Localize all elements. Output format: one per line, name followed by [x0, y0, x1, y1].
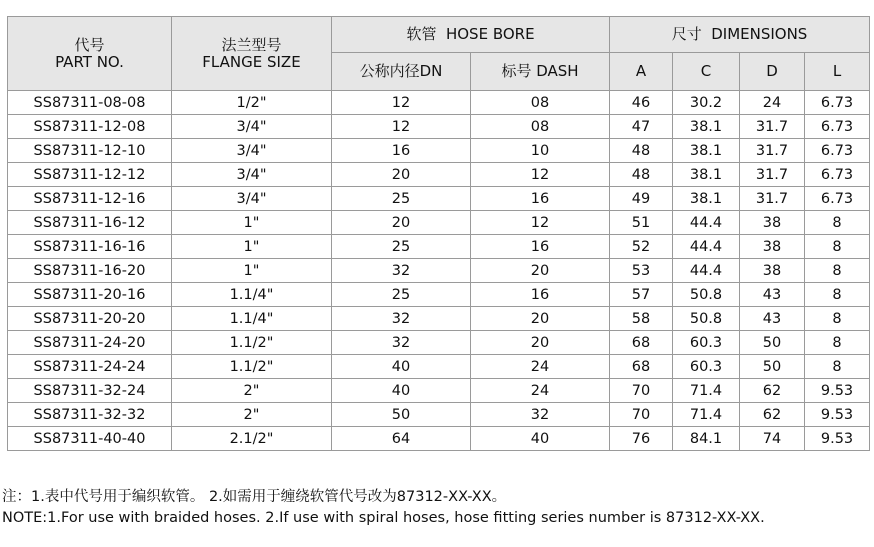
dash-cell: 24 [471, 355, 610, 379]
dim-d-cell: 31.7 [740, 187, 805, 211]
flange-size-header [172, 17, 332, 91]
dn-cell: 20 [332, 163, 471, 187]
dash-cell: 10 [471, 139, 610, 163]
dim-l-cell: 8 [805, 331, 870, 355]
flange-size-cell: 2" [172, 403, 332, 427]
table-body [8, 91, 870, 451]
dim-d-header: D [740, 53, 805, 91]
dim-a-cell: 57 [610, 283, 673, 307]
dn-cell: 40 [332, 355, 471, 379]
dim-a-cell: 58 [610, 307, 673, 331]
table-row [8, 115, 870, 139]
dim-c-cell: 38.1 [673, 187, 740, 211]
dim-d-cell: 38 [740, 211, 805, 235]
dim-c-cell: 38.1 [673, 115, 740, 139]
table-row [8, 283, 870, 307]
spec-table [7, 16, 870, 451]
dim-l-cell: 8 [805, 283, 870, 307]
dim-a-header: A [610, 53, 673, 91]
dash-cell: 20 [471, 331, 610, 355]
dim-l-cell: 8 [805, 259, 870, 283]
part-no-cell: SS87311-12-08 [8, 115, 172, 139]
dn-cell: 32 [332, 331, 471, 355]
table-row [8, 163, 870, 187]
flange-size-cell: 1" [172, 235, 332, 259]
dim-l-cell: 8 [805, 307, 870, 331]
dash-cell: 32 [471, 403, 610, 427]
dim-l-cell: 9.53 [805, 403, 870, 427]
dim-l-cell: 6.73 [805, 115, 870, 139]
table-row [8, 403, 870, 427]
flange-size-cell: 2.1/2" [172, 427, 332, 451]
dim-a-cell: 51 [610, 211, 673, 235]
table-row [8, 187, 870, 211]
dim-l-cell: 6.73 [805, 139, 870, 163]
flange-size-cell: 3/4" [172, 139, 332, 163]
flange-size-header-cn: 法兰型号 [221, 35, 282, 54]
dim-c-header: C [673, 53, 740, 91]
dimensions-header: 尺寸 DIMENSIONS [610, 17, 870, 53]
dash-cell: 40 [471, 427, 610, 451]
dim-l-cell: 9.53 [805, 427, 870, 451]
note-chinese: 注：1.表中代号用于编织软管。 2.如需用于缠绕软管代号改为87312-XX-XX。 [2, 489, 507, 505]
table-row [8, 427, 870, 451]
flange-size-cell: 2" [172, 379, 332, 403]
table-row [8, 355, 870, 379]
dim-a-cell: 48 [610, 163, 673, 187]
part-no-cell: SS87311-40-40 [8, 427, 172, 451]
table-row [8, 331, 870, 355]
flange-size-header-en: FLANGE SIZE [202, 52, 301, 71]
part-no-cell: SS87311-08-08 [8, 91, 172, 115]
dim-c-cell: 38.1 [673, 163, 740, 187]
part-no-cell: SS87311-16-16 [8, 235, 172, 259]
flange-size-cell: 1.1/4" [172, 283, 332, 307]
dash-cell: 20 [471, 259, 610, 283]
dash-cell: 24 [471, 379, 610, 403]
part-no-cell: SS87311-20-16 [8, 283, 172, 307]
dim-d-cell: 24 [740, 91, 805, 115]
part-no-cell: SS87311-12-10 [8, 139, 172, 163]
dim-a-cell: 70 [610, 403, 673, 427]
hose-bore-header: 软管 HOSE BORE [332, 17, 610, 53]
dim-c-cell: 71.4 [673, 379, 740, 403]
dn-cell: 25 [332, 235, 471, 259]
dim-l-cell: 6.73 [805, 163, 870, 187]
table-row [8, 379, 870, 403]
table-row [8, 139, 870, 163]
table-row [8, 235, 870, 259]
dim-a-cell: 52 [610, 235, 673, 259]
dim-l-cell: 8 [805, 355, 870, 379]
dash-cell: 08 [471, 115, 610, 139]
dim-d-cell: 38 [740, 259, 805, 283]
dim-a-cell: 68 [610, 331, 673, 355]
dim-a-cell: 48 [610, 139, 673, 163]
dim-d-cell: 31.7 [740, 139, 805, 163]
dim-c-cell: 38.1 [673, 139, 740, 163]
dim-c-cell: 60.3 [673, 355, 740, 379]
table-row [8, 211, 870, 235]
dim-l-cell: 6.73 [805, 91, 870, 115]
dim-d-cell: 38 [740, 235, 805, 259]
part-no-cell: SS87311-20-20 [8, 307, 172, 331]
table-row [8, 91, 870, 115]
dn-cell: 32 [332, 259, 471, 283]
flange-size-cell: 1.1/2" [172, 355, 332, 379]
flange-size-cell: 1" [172, 259, 332, 283]
flange-size-cell: 1.1/2" [172, 331, 332, 355]
flange-size-cell: 1/2" [172, 91, 332, 115]
dim-d-cell: 62 [740, 403, 805, 427]
dim-c-cell: 71.4 [673, 403, 740, 427]
flange-size-cell: 1.1/4" [172, 307, 332, 331]
dim-l-cell: 9.53 [805, 379, 870, 403]
dim-c-cell: 84.1 [673, 427, 740, 451]
part-no-cell: SS87311-24-20 [8, 331, 172, 355]
part-no-cell: SS87311-12-12 [8, 163, 172, 187]
table-row [8, 259, 870, 283]
dn-cell: 12 [332, 115, 471, 139]
flange-size-cell: 1" [172, 211, 332, 235]
part-no-header-cn: 代号 [74, 35, 105, 54]
flange-size-cell: 3/4" [172, 187, 332, 211]
dim-d-cell: 31.7 [740, 115, 805, 139]
dn-cell: 40 [332, 379, 471, 403]
dn-cell: 50 [332, 403, 471, 427]
dim-a-cell: 49 [610, 187, 673, 211]
dn-header: 公称内径DN [332, 53, 471, 91]
dn-cell: 25 [332, 187, 471, 211]
part-no-cell: SS87311-16-20 [8, 259, 172, 283]
dash-cell: 16 [471, 187, 610, 211]
dn-cell: 20 [332, 211, 471, 235]
part-no-cell: SS87311-12-16 [8, 187, 172, 211]
dash-cell: 16 [471, 283, 610, 307]
part-no-cell: SS87311-16-12 [8, 211, 172, 235]
dim-d-cell: 43 [740, 283, 805, 307]
dim-l-cell: 8 [805, 211, 870, 235]
dash-cell: 08 [471, 91, 610, 115]
dim-d-cell: 31.7 [740, 163, 805, 187]
dim-a-cell: 70 [610, 379, 673, 403]
dim-d-cell: 50 [740, 355, 805, 379]
dim-a-cell: 46 [610, 91, 673, 115]
dash-header: 标号 DASH [471, 53, 610, 91]
note-english: NOTE:1.For use with braided hoses. 2.If use with spiral hoses, hose fitting series number is 87312-XX-XX. [2, 510, 765, 526]
dim-c-cell: 44.4 [673, 235, 740, 259]
dim-c-cell: 44.4 [673, 211, 740, 235]
dn-cell: 64 [332, 427, 471, 451]
part-no-header [8, 17, 172, 91]
dim-c-cell: 60.3 [673, 331, 740, 355]
dash-cell: 12 [471, 163, 610, 187]
dim-l-cell: 8 [805, 235, 870, 259]
dash-cell: 16 [471, 235, 610, 259]
dim-c-cell: 30.2 [673, 91, 740, 115]
dim-c-cell: 44.4 [673, 259, 740, 283]
dn-cell: 32 [332, 307, 471, 331]
part-no-cell: SS87311-32-32 [8, 403, 172, 427]
dim-l-cell: 6.73 [805, 187, 870, 211]
dn-cell: 12 [332, 91, 471, 115]
dim-c-cell: 50.8 [673, 307, 740, 331]
part-no-header-en: PART NO. [55, 52, 124, 71]
dim-a-cell: 76 [610, 427, 673, 451]
dim-d-cell: 62 [740, 379, 805, 403]
dim-d-cell: 50 [740, 331, 805, 355]
dash-cell: 12 [471, 211, 610, 235]
dim-a-cell: 47 [610, 115, 673, 139]
flange-size-cell: 3/4" [172, 115, 332, 139]
dn-cell: 16 [332, 139, 471, 163]
dim-d-cell: 74 [740, 427, 805, 451]
flange-size-cell: 3/4" [172, 163, 332, 187]
dim-a-cell: 68 [610, 355, 673, 379]
dim-a-cell: 53 [610, 259, 673, 283]
part-no-cell: SS87311-24-24 [8, 355, 172, 379]
dash-cell: 20 [471, 307, 610, 331]
dim-d-cell: 43 [740, 307, 805, 331]
dim-l-header: L [805, 53, 870, 91]
part-no-cell: SS87311-32-24 [8, 379, 172, 403]
table-row [8, 307, 870, 331]
dim-c-cell: 50.8 [673, 283, 740, 307]
dn-cell: 25 [332, 283, 471, 307]
